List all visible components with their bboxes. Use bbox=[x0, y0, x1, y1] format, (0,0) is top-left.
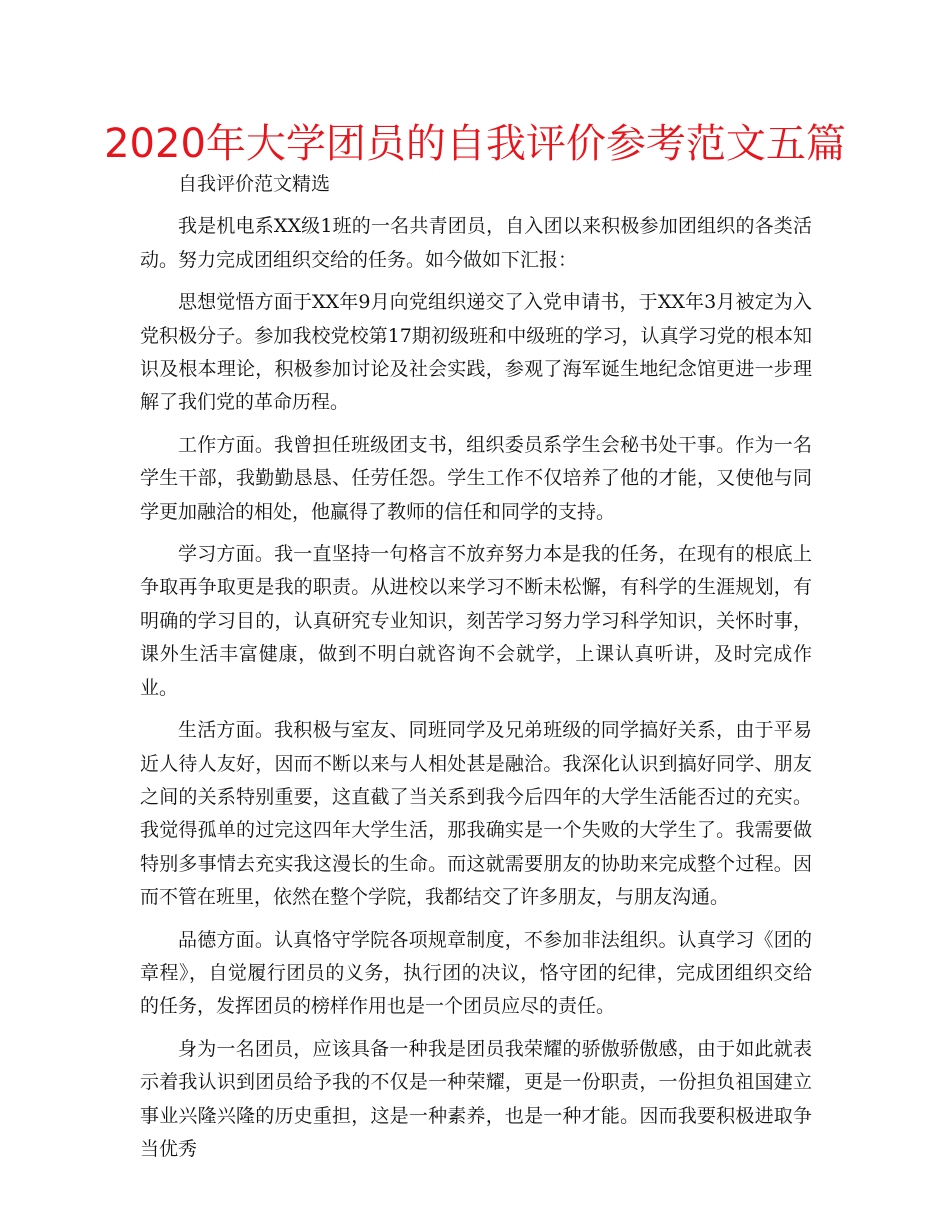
document-body bbox=[140, 168, 812, 1166]
paragraph-work: 工作方面。我曾担任班级团支书，组织委员系学生会秘书处干事。作为一名学生干部，我勤勤恳恳、任劳任怨。学生工作不仅培养了他的才能，又使他与同学更加融洽的相处，他赢得了教师的信任和同学的支持。 bbox=[140, 433, 812, 523]
document-subtitle: 自我评价范文精选 bbox=[178, 173, 331, 195]
document-title: 2020年大学团员的自我评价参考范文五篇 bbox=[104, 121, 846, 167]
paragraph-member: 身为一名团员，应该具备一种我是团员我荣耀的骄傲骄傲感，由于如此就表示着我认识到团员给予我的不仅是一种荣耀，更是一份职责，一份担负祖国建立事业兴隆兴隆的历史重担，这是一种素养，也是一种才能。因而我要积极进取争当优秀 bbox=[140, 1037, 812, 1160]
paragraph-intro: 我是机电系XX级1班的一名共青团员，自入团以来积极参加团组织的各类活动。努力完成团组织交给的任务。如今做如下汇报： bbox=[140, 215, 812, 271]
paragraph-thought: 思想觉悟方面于XX年9月向党组织递交了入党申请书，于XX年3月被定为入党积极分子。参加我校党校第17期初级班和中级班的学习，认真学习党的根本知识及根本理论，积极参加讨论及社会实践，参观了海军诞生地纪念馆更进一步理解了我们党的革命历程。 bbox=[140, 291, 812, 414]
paragraph-study: 学习方面。我一直坚持一句格言不放弃努力本是我的任务，在现有的根底上争取再争取更是我的职责。从进校以来学习不断未松懈，有科学的生涯规划，有明确的学习目的，认真研究专业知识，刻苦学习努力学习科学知识，关怀时事，课外生活丰富健康，做到不明白就咨询不会就学，上课认真听讲，及时完成作业。 bbox=[140, 543, 812, 699]
paragraph-morality: 品德方面。认真恪守学院各项规章制度，不参加非法组织。认真学习《团的章程》，自觉履行团员的义务，执行团的决议，恪守团的纪律，完成团组织交给的任务，发挥团员的榜样作用也是一个团员应尽的责任。 bbox=[140, 928, 812, 1018]
paragraph-life: 生活方面。我积极与室友、同班同学及兄弟班级的同学搞好关系，由于平易近人待人友好，因而不断以来与人相处甚是融洽。我深化认识到搞好同学、朋友之间的关系特别重要，这直截了当关系到我今后四年的大学生活能否过的充实。我觉得孤单的过完这四年大学生活，那我确实是一个失败的大学生了。我需要做特别多事情去充实我这漫长的生命。而这就需要朋友的协助来完成整个过程。因而不管在班里，依然在整个学院，我都结交了许多朋友，与朋友沟通。 bbox=[140, 719, 812, 909]
